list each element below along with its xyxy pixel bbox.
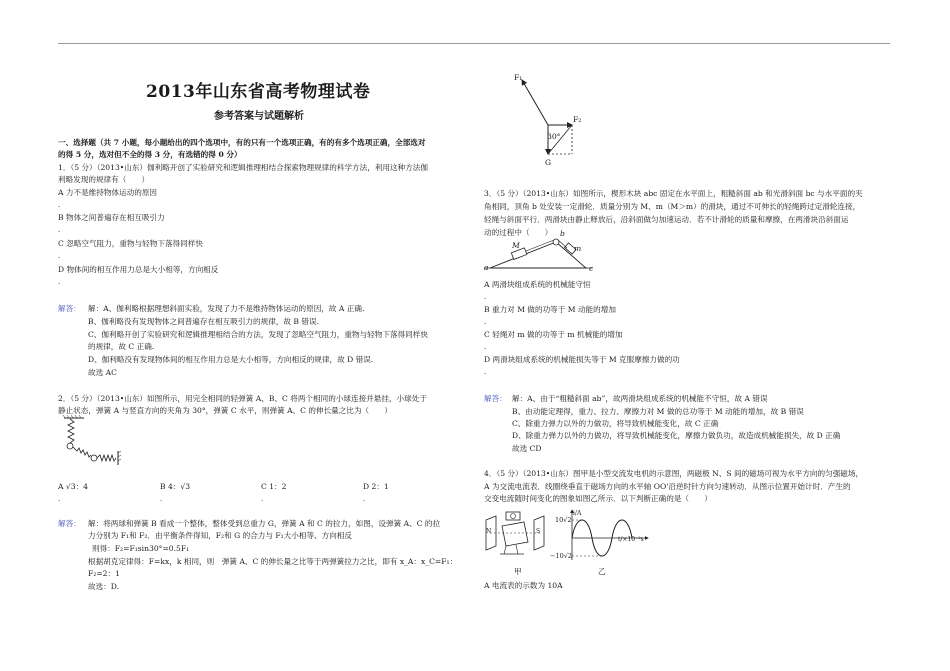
q1-analysis-line: 解：A、伽利略根据理想斜面实验，发现了力不是维持物体运动的原因，故 A 正确. <box>88 304 365 313</box>
q1-analysis-line: D、伽利略没有发现物体间的相互作用力总是大小相等，方向相反的规律，故 D 错误. <box>88 355 374 364</box>
generator-diagram <box>484 506 548 570</box>
q3-stem-line2: 角相同，顶角 b 处安装一定滑轮．质量分别为 M、m（M＞m）的滑块，通过不可伸长的轻绳跨过定滑轮连接， <box>484 202 861 211</box>
q4-option-a: A 电流表的示数为 10A <box>484 581 563 590</box>
wedge-label-m-big: M <box>512 241 520 250</box>
figure-label-jia: 甲 <box>514 567 522 576</box>
q1-analysis-line: 故选 AC <box>88 368 117 377</box>
q2-analysis-line: 解：将两球和弹簧 B 看成一个整体，整体受到总重力 G，弹簧 A 和 C 的拉力，如图，设弹簧 A、C 的拉 <box>88 519 441 528</box>
graph-axis-label: t/×10⁻²s <box>618 536 644 543</box>
q2-analysis-label: 解答： <box>58 519 81 528</box>
q1-analysis-line: B、伽利略没有发现物体之间普遍存在相互吸引力的规律，故 B 错误. <box>88 317 320 326</box>
figure-label-yi: 乙 <box>598 567 606 576</box>
q3-analysis-line: D、除重力弹力以外的力做功，将导致机械能变化，摩擦力做负功，故造成机械能损失，故 D 正确 <box>512 431 841 440</box>
q4-stem-line2: A 为交流电流表．线圈绕垂直于磁场方向的水平轴 OO'沿逆时针方向匀速转动．从图示位置开始计时．产生的 <box>484 482 851 491</box>
q4-stem-line1: 4．（5 分）（2013•山东）图甲是小型交流发电机的示意图，两磁极 N、S 间的磁场可视为水平方向的匀强磁场， <box>484 469 864 478</box>
top-rule <box>58 43 890 44</box>
q3-analysis-line: 故选 CD <box>512 444 542 453</box>
q2-analysis-line: 根据胡克定律得：F=kx，k 相同，则 弹簧 A、C 的伸长量之比等于两弹簧拉力之比，即有 x_A：x_C=F₁： <box>88 557 458 566</box>
q2-option-a: A √3：4 <box>58 482 88 491</box>
q3-stem-line4: 动的过程中（ ） <box>484 228 553 237</box>
q1-option-a: A 力不是维持物体运动的原因 <box>58 188 158 197</box>
q3-analysis-line: B、由动能定理得，重力、拉力、摩擦力对 M 做的总功等于 M 动能的增加，故 B 错误 <box>512 407 804 416</box>
section-heading-line1: 一、选择题（共 7 小题，每小题给出的四个选项中，有的只有一个选项正确，有的有多个选项正确，全部选对 <box>58 138 426 147</box>
force-g-label: G <box>545 158 552 167</box>
q1-stem-line1: 1．（5 分）（2013•山东）伽利略开创了实验研究和逻辑推理相结合探索物理规律的科学方法，利用这种方法伽 <box>58 163 428 172</box>
wedge-label-m-small: m <box>574 244 582 253</box>
q1-option-b: B 物体之间普遍存在相互吸引力 <box>58 213 165 222</box>
q2-analysis-line: F₂=2：1 <box>88 569 120 578</box>
force-f1-label: F₁ <box>514 73 523 82</box>
q3-stem-line3: 轻绳与斜面平行．两滑块由静止释放后，沿斜面做匀加速运动．若不计滑轮的质量和摩擦，在两滑块沿斜面运 <box>484 215 849 224</box>
q3-analysis-line: C、除重力弹力以外的力做功，将导致机械能变化，故 C 正确 <box>512 419 719 428</box>
graph-neg-label: −10√2 <box>550 552 572 560</box>
spring-diagram <box>62 418 132 466</box>
page-subtitle: 参考答案与试题解析 <box>214 111 304 122</box>
q1-option-c: C 忽略空气阻力，重物与轻物下落得同样快 <box>58 239 203 248</box>
graph-pos-label: 10√2 <box>555 516 572 524</box>
q3-stem-line1: 3．（5 分）（2013•山东）如图所示，楔形木块 abc 固定在水平面上，粗糙斜面 ab 和光滑斜面 bc 与水平面的夹 <box>484 189 863 198</box>
q3-option-c: C 轻绳对 m 做的功等于 m 机械能的增加 <box>484 330 623 339</box>
q2-option-b: B 4：√3 <box>160 482 191 491</box>
q2-stem-line1: 2．（5 分）（2013•山东）如图所示，用完全相同的轻弹簧 A、B、C 将两个相同的小球连接并悬挂，小球处于 <box>58 394 427 403</box>
force-angle-label: 30° <box>547 132 561 141</box>
q1-analysis-line: 的规律，故 C 正确. <box>88 342 155 351</box>
q3-analysis-label: 解答： <box>484 394 507 403</box>
wedge-diagram <box>484 236 594 272</box>
q2-stem-line2: 静止状态，弹簧 A 与竖直方向的夹角为 30°，弹簧 C 水平，则弹簧 A、C 的伸长量之比为（ ） <box>58 406 392 415</box>
q1-option-d: D 物体间的相互作用力总是大小相等，方向相反 <box>58 265 219 274</box>
q1-analysis-line: C、伽利略开创了实验研究和逻辑推理相结合的方法，发现了忽略空气阻力，重物与轻物下落得同样快 <box>88 330 428 339</box>
q2-option-d: D 2：1 <box>363 482 389 491</box>
q2-analysis-line: 力分别为 F₁和 F₂．由平衡条件得知，F₂和 G 的合力与 F₁大小相等、方向相反 <box>88 531 353 540</box>
q1-stem-line2: 利略发现的规律有（ ） <box>58 175 150 184</box>
q3-analysis-line: 解：A、由于“粗糙斜面 ab”，故两滑块组成系统的机械能不守恒，故 A 错误 <box>512 394 768 403</box>
q1-analysis-label: 解答： <box>58 304 81 313</box>
q2-analysis-line: 则得：F₂=F₁sin30°=0.5F₁ <box>92 544 190 553</box>
q2-analysis-line: 故选：D. <box>88 582 120 591</box>
section-heading-line2: 的得 5 分，选对但不全的得 3 分，有选错的得 0 分） <box>58 150 242 159</box>
wedge-label-c: c <box>589 264 594 273</box>
graph-unit-label: i/A <box>573 510 582 517</box>
wedge-label-a: a <box>484 263 489 272</box>
q2-option-c: C 1：2 <box>261 482 287 491</box>
q4-stem-line3: 交变电流随时间变化的图象如图乙所示．以下判断正确的是（ ） <box>484 494 712 503</box>
q3-option-a: A 两滑块组成系统的机械能守恒 <box>484 280 591 289</box>
page-title: 2013年山东省高考物理试卷 <box>146 82 371 102</box>
wedge-label-b: b <box>560 229 565 238</box>
q3-option-b: B 重力对 M 做的功等于 M 动能的增加 <box>484 305 616 314</box>
q3-option-d: D 两滑块组成系统的机械能损失等于 M 克服摩擦力做的功 <box>484 355 680 364</box>
force-f2-label: F₂ <box>573 115 582 124</box>
